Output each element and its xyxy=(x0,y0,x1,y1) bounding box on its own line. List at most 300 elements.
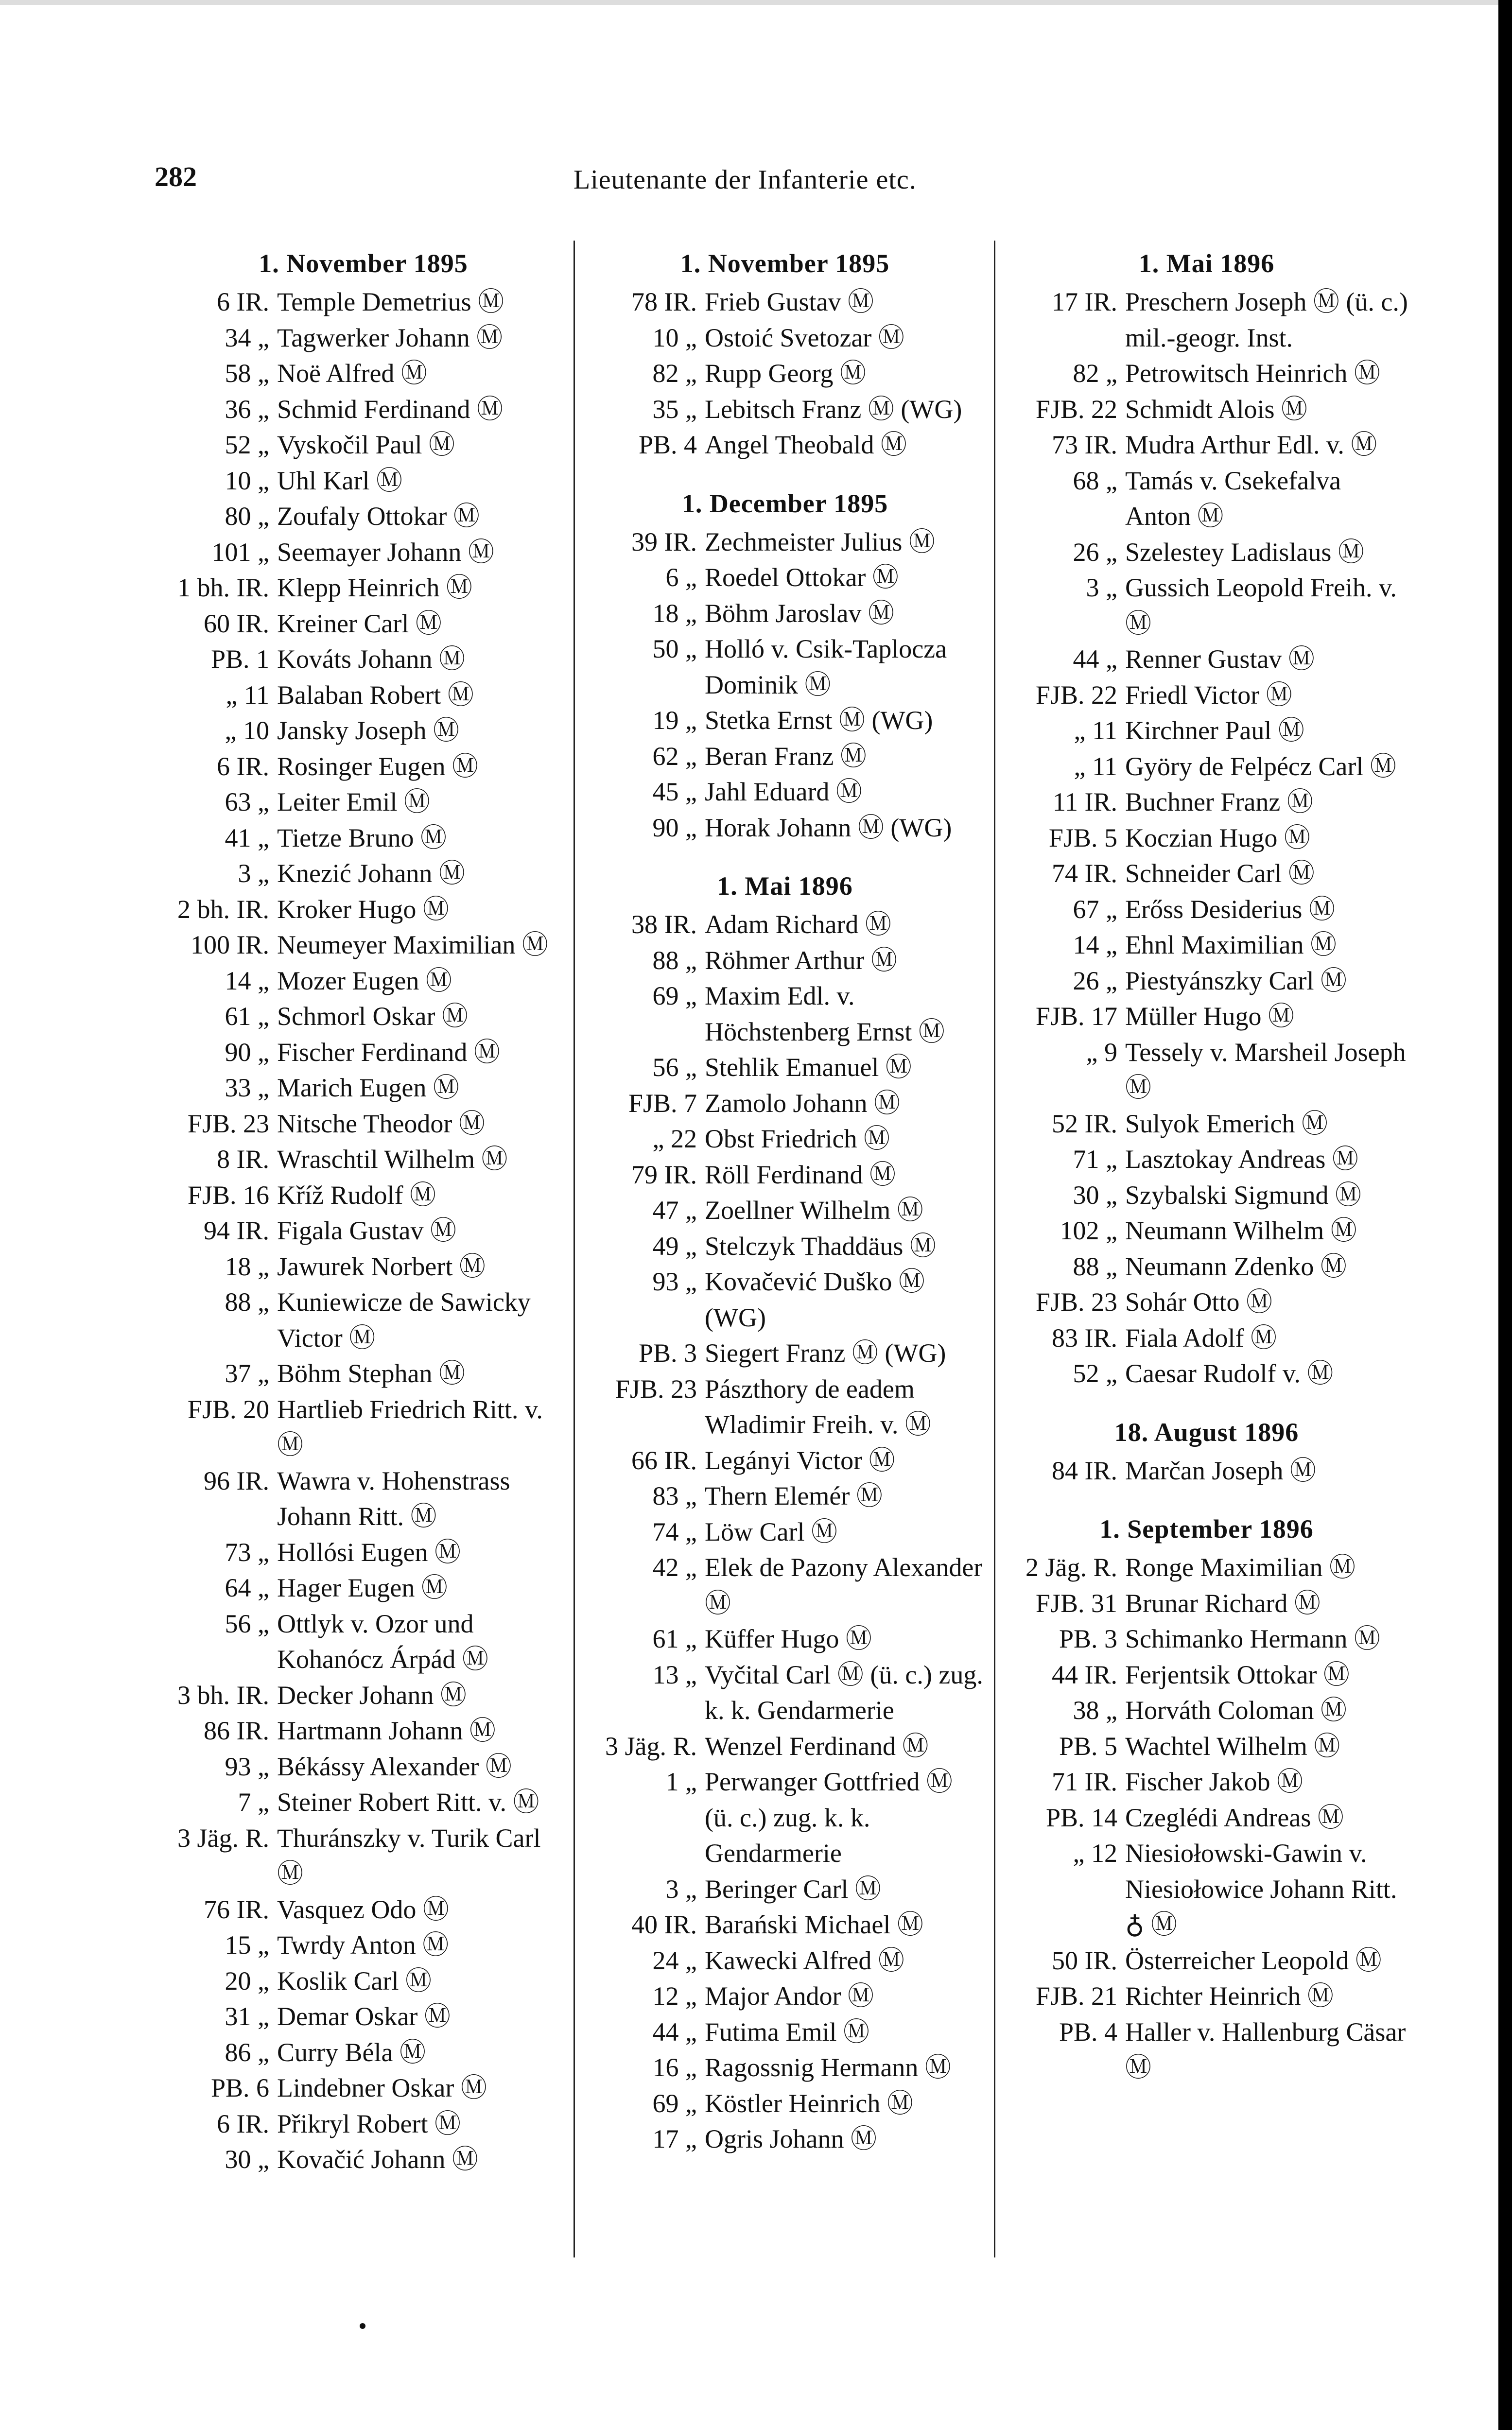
unit-number: 93 „ xyxy=(652,1267,697,1296)
unit-number: 78 IR. xyxy=(631,287,697,316)
officer-name: Perwanger Gottfried Ⓜ (ü. c.) zug. k. k. Gendarmerie xyxy=(705,1767,953,1868)
unit-number: 67 „ xyxy=(1073,894,1117,924)
unit-number: 39 IR. xyxy=(631,527,697,556)
officer-name: Buchner Franz Ⓜ xyxy=(1125,787,1313,816)
unit-number: 96 IR. xyxy=(204,1466,269,1495)
unit-number: 19 „ xyxy=(652,706,697,735)
unit-number: 94 IR. xyxy=(204,1216,269,1245)
officer-name: Ogris Johann Ⓜ xyxy=(705,2124,877,2153)
unit-number: 30 „ xyxy=(225,2145,269,2174)
officer-name: Figala Gustav Ⓜ xyxy=(277,1216,456,1245)
list-item xyxy=(583,1514,987,1550)
unit-number: 50 „ xyxy=(652,634,697,663)
unit-number: 79 IR. xyxy=(631,1160,697,1189)
officer-name: Czeglédi Andreas Ⓜ xyxy=(1125,1803,1344,1832)
list-item xyxy=(583,1550,987,1621)
unit-number: FJB. 22 xyxy=(1035,394,1117,424)
unit-number: 35 „ xyxy=(652,394,697,424)
unit-number: PB. 14 xyxy=(1045,1803,1117,1832)
unit-number: 42 „ xyxy=(652,1553,697,1582)
officer-name: Hollósi Eugen Ⓜ xyxy=(277,1537,461,1567)
officer-name: Györy de Felpécz Carl Ⓜ xyxy=(1125,751,1396,781)
officer-name: Thern Elemér Ⓜ xyxy=(705,1481,883,1510)
unit-number: FJB. 22 xyxy=(1035,680,1117,710)
list-item xyxy=(583,1729,987,1765)
unit-number: 88 „ xyxy=(652,945,697,975)
officer-name: Wenzel Ferdinand Ⓜ xyxy=(705,1731,929,1761)
unit-number: FJB. 23 xyxy=(187,1109,269,1138)
list-item xyxy=(583,1264,987,1336)
officer-name: Kováts Johann Ⓜ xyxy=(277,644,465,674)
officer-name: Horváth Coloman Ⓜ xyxy=(1125,1696,1347,1725)
officer-name: Zechmeister Julius Ⓜ xyxy=(705,527,935,556)
officer-name: Decker Johann Ⓜ xyxy=(277,1680,467,1710)
unit-number: 69 „ xyxy=(652,981,697,1010)
list-item xyxy=(1004,570,1409,642)
list-item xyxy=(156,1999,571,2035)
list-item xyxy=(156,1213,571,1249)
list-item xyxy=(156,499,571,535)
officer-name: Hartlieb Friedrich Ritt. v. Ⓜ xyxy=(277,1394,543,1459)
unit-number: 82 „ xyxy=(652,359,697,388)
officer-name: Koslik Carl Ⓜ xyxy=(277,1966,432,1996)
officer-name: Fischer Jakob Ⓜ xyxy=(1125,1767,1303,1796)
officer-name: Twrdy Anton Ⓜ xyxy=(277,1930,449,1960)
unit-number: FJB. 23 xyxy=(615,1374,697,1404)
officer-name: Lindebner Oskar Ⓜ xyxy=(277,2073,487,2102)
officer-name: Holló v. Csik-Taplocza Dominik Ⓜ xyxy=(705,634,947,699)
entry-list xyxy=(583,284,987,463)
list-item xyxy=(583,1943,987,1979)
list-item xyxy=(583,524,987,560)
unit-number: 100 IR. xyxy=(191,930,269,959)
unit-number: 38 IR. xyxy=(631,910,697,939)
list-item xyxy=(156,1356,571,1392)
list-item xyxy=(156,356,571,392)
officer-name: Fischer Ferdinand Ⓜ xyxy=(277,1037,500,1067)
officer-name: Schmorl Oskar Ⓜ xyxy=(277,1002,468,1031)
list-item xyxy=(1004,1800,1409,1836)
list-item xyxy=(583,978,987,1050)
unit-number: 6 „ xyxy=(665,563,697,592)
list-item xyxy=(156,1142,571,1178)
unit-number: 73 IR. xyxy=(1052,430,1117,459)
list-item xyxy=(156,2142,571,2178)
unit-number: 69 „ xyxy=(652,2088,697,2118)
list-item xyxy=(156,1713,571,1749)
officer-name: Thuránszky v. Turik Carl Ⓜ xyxy=(277,1823,541,1888)
list-item xyxy=(1004,1320,1409,1356)
list-item xyxy=(156,713,571,749)
list-item xyxy=(156,284,571,320)
officer-name: Zamolo Johann Ⓜ xyxy=(705,1088,900,1118)
unit-number: 73 „ xyxy=(225,1537,269,1567)
unit-number: 101 „ xyxy=(211,537,269,567)
list-item xyxy=(583,1478,987,1514)
list-item xyxy=(156,749,571,785)
officer-name: Klepp Heinrich Ⓜ xyxy=(277,573,472,602)
officer-name: Ragossnig Hermann Ⓜ xyxy=(705,2053,951,2082)
list-item xyxy=(1004,535,1409,571)
unit-number: FJB. 20 xyxy=(187,1394,269,1424)
unit-number: 30 „ xyxy=(1073,1180,1117,1210)
officer-name: Kuniewicze de Sawicky Victor Ⓜ xyxy=(277,1287,531,1353)
officer-name: Piestyánszky Carl Ⓜ xyxy=(1125,966,1347,995)
list-item xyxy=(156,1070,571,1106)
officer-name: Ostoić Svetozar Ⓜ xyxy=(705,323,904,352)
unit-number: 20 „ xyxy=(225,1966,269,1996)
unit-number: 56 „ xyxy=(225,1609,269,1638)
officer-name: Petrowitsch Heinrich Ⓜ xyxy=(1125,359,1380,388)
unit-number: 41 „ xyxy=(225,823,269,852)
list-item xyxy=(583,774,987,810)
list-item xyxy=(1004,1586,1409,1622)
list-item xyxy=(1004,1943,1409,1979)
list-item xyxy=(583,1193,987,1229)
unit-number: 10 „ xyxy=(225,466,269,495)
unit-number: 36 „ xyxy=(225,394,269,424)
list-item xyxy=(583,1157,987,1193)
unit-number: 44 „ xyxy=(652,2017,697,2047)
officer-name: Curry Béla Ⓜ xyxy=(277,2037,426,2067)
unit-number: PB. 5 xyxy=(1059,1731,1117,1761)
list-item xyxy=(583,1621,987,1657)
list-item xyxy=(1004,892,1409,928)
officer-name: Tietze Bruno Ⓜ xyxy=(277,823,447,852)
unit-number: 12 „ xyxy=(652,1981,697,2011)
officer-name: Sohár Otto Ⓜ xyxy=(1125,1287,1272,1317)
ink-dot xyxy=(360,2323,365,2329)
unit-number: 93 „ xyxy=(225,1752,269,1781)
unit-number: 56 „ xyxy=(652,1053,697,1082)
list-item xyxy=(1004,427,1409,463)
officer-name: Angel Theobald Ⓜ xyxy=(705,430,907,459)
list-item xyxy=(583,1121,987,1157)
unit-number: PB. 1 xyxy=(210,644,269,674)
unit-number: 66 IR. xyxy=(631,1445,697,1475)
list-item xyxy=(1004,1213,1409,1249)
officer-name: Stehlik Emanuel Ⓜ xyxy=(705,1053,912,1082)
unit-number: 83 IR. xyxy=(1052,1323,1117,1353)
list-item xyxy=(1004,1249,1409,1285)
unit-number: PB. 3 xyxy=(1059,1624,1117,1653)
list-item xyxy=(1004,392,1409,428)
date-heading: 1. November 1895 xyxy=(680,249,890,278)
unit-number: 86 IR. xyxy=(204,1716,269,1745)
unit-number: 83 „ xyxy=(652,1481,697,1510)
unit-number: FJB. 23 xyxy=(1035,1287,1117,1317)
officer-name: Steiner Robert Ritt. v. Ⓜ xyxy=(277,1788,539,1817)
officer-name: Fiala Adolf Ⓜ xyxy=(1125,1323,1277,1353)
unit-number: FJB. 31 xyxy=(1035,1588,1117,1618)
running-head: Lieutenante der Infanterie etc. xyxy=(574,165,917,195)
list-item xyxy=(156,2106,571,2142)
officer-name: Schimanko Hermann Ⓜ xyxy=(1125,1624,1380,1653)
officer-name: Roedel Ottokar Ⓜ xyxy=(705,563,899,592)
officer-name: Caesar Rudolf v. Ⓜ xyxy=(1125,1359,1334,1388)
unit-number: „ 11 xyxy=(1074,751,1117,781)
list-item xyxy=(583,1371,987,1443)
officer-name: Jansky Joseph Ⓜ xyxy=(277,716,459,745)
page-number: 282 xyxy=(155,161,197,192)
list-item xyxy=(1004,1356,1409,1392)
officer-name: Röll Ferdinand Ⓜ xyxy=(705,1160,896,1189)
list-item xyxy=(156,1249,571,1285)
entry-list xyxy=(156,284,571,2178)
officer-name: Wawra v. Hohenstrass Johann Ritt. Ⓜ xyxy=(277,1466,510,1531)
unit-number: 84 IR. xyxy=(1052,1456,1117,1485)
list-item xyxy=(583,2050,987,2086)
officer-name: Temple Demetrius Ⓜ xyxy=(277,287,504,316)
unit-number: „ 10 xyxy=(225,716,269,745)
list-item xyxy=(583,1872,987,1908)
unit-number: 6 IR. xyxy=(217,751,269,781)
officer-name: Szelestey Ladislaus Ⓜ xyxy=(1125,537,1364,567)
officer-name: Frieb Gustav Ⓜ xyxy=(705,287,874,316)
officer-name: Mudra Arthur Edl. v. Ⓜ xyxy=(1125,430,1377,459)
unit-number: 2 Jäg. R. xyxy=(1025,1553,1117,1582)
unit-number: 76 IR. xyxy=(204,1894,269,1924)
officer-name: Rosinger Eugen Ⓜ xyxy=(277,751,478,781)
list-item xyxy=(1004,356,1409,392)
list-item xyxy=(156,677,571,713)
unit-number: 26 „ xyxy=(1073,537,1117,567)
officer-name: Beringer Carl Ⓜ xyxy=(705,1874,881,1904)
officer-name: Ferjentsik Ottokar Ⓜ xyxy=(1125,1660,1350,1689)
unit-number: 14 „ xyxy=(225,966,269,995)
unit-number: 3 „ xyxy=(665,1874,697,1904)
list-item xyxy=(1004,1284,1409,1320)
entry-list xyxy=(583,907,987,2157)
list-item xyxy=(1004,677,1409,713)
column-rule xyxy=(994,241,995,2257)
date-heading: 18. August 1896 xyxy=(1114,1417,1299,1447)
unit-number: 26 „ xyxy=(1073,966,1117,995)
unit-number: 90 „ xyxy=(652,813,697,842)
unit-number: 50 IR. xyxy=(1052,1945,1117,1975)
officer-name: Köstler Heinrich Ⓜ xyxy=(705,2088,913,2118)
officer-name: Schmidt Alois Ⓜ xyxy=(1125,394,1308,424)
officer-name: Küffer Hugo Ⓜ xyxy=(705,1624,872,1653)
officer-name: Koczian Hugo Ⓜ xyxy=(1125,823,1310,852)
column-left xyxy=(156,245,571,2178)
unit-number: 80 „ xyxy=(225,502,269,531)
officer-name: Přikryl Robert Ⓜ xyxy=(277,2109,461,2138)
list-item xyxy=(583,907,987,943)
unit-number: 90 „ xyxy=(225,1037,269,1067)
unit-number: 61 „ xyxy=(652,1624,697,1653)
unit-number: 10 „ xyxy=(652,323,697,352)
officer-name: Tessely v. Marsheil Joseph Ⓜ xyxy=(1125,1037,1406,1102)
officer-name: Adam Richard Ⓜ xyxy=(705,910,891,939)
entry-list xyxy=(1004,1550,1409,2086)
list-item xyxy=(1004,749,1409,785)
officer-name: Sulyok Emerich Ⓜ xyxy=(1125,1109,1328,1138)
list-item xyxy=(156,1785,571,1821)
officer-name: Lasztokay Andreas Ⓜ xyxy=(1125,1145,1358,1174)
list-item xyxy=(156,927,571,963)
officer-name: Neumann Wilhelm Ⓜ xyxy=(1125,1216,1357,1245)
unit-number: FJB. 21 xyxy=(1035,1981,1117,2011)
unit-number: 3 bh. IR. xyxy=(177,1680,269,1710)
list-item xyxy=(156,2035,571,2071)
page-right-edge xyxy=(1498,0,1512,2430)
list-item xyxy=(583,560,987,596)
unit-number: 58 „ xyxy=(225,359,269,388)
unit-number: 3 „ xyxy=(238,859,269,888)
unit-number: 52 „ xyxy=(1073,1359,1117,1388)
list-item xyxy=(1004,2014,1409,2086)
officer-name: Schmid Ferdinand Ⓜ xyxy=(277,394,503,424)
unit-number: 1 „ xyxy=(665,1767,697,1796)
list-item xyxy=(1004,463,1409,535)
officer-name: Erőss Desiderius Ⓜ xyxy=(1125,894,1335,924)
list-item xyxy=(583,739,987,775)
list-item xyxy=(1004,713,1409,749)
entry-list xyxy=(1004,1453,1409,1489)
list-item xyxy=(156,463,571,499)
unit-number: 45 „ xyxy=(652,777,697,806)
list-item xyxy=(156,1570,571,1606)
list-item xyxy=(583,1657,987,1729)
list-item xyxy=(1004,1178,1409,1214)
list-item xyxy=(1004,784,1409,820)
unit-number: PB. 3 xyxy=(638,1338,697,1368)
list-item xyxy=(156,1963,571,1999)
officer-name: Böhm Stephan Ⓜ xyxy=(277,1359,465,1388)
unit-number: 18 „ xyxy=(652,598,697,628)
unit-number: 7 „ xyxy=(238,1788,269,1817)
date-heading: 1. November 1895 xyxy=(259,249,468,278)
unit-number: 17 IR. xyxy=(1052,287,1117,316)
unit-number: 1 bh. IR. xyxy=(177,573,269,602)
list-item xyxy=(1004,1106,1409,1142)
list-item xyxy=(1004,284,1409,356)
unit-number: 71 „ xyxy=(1073,1145,1117,1174)
unit-number: 3 „ xyxy=(1086,573,1117,602)
unit-number: FJB. 7 xyxy=(628,1088,697,1118)
list-item xyxy=(583,2086,987,2122)
officer-name: Brunar Richard Ⓜ xyxy=(1125,1588,1321,1618)
entry-list xyxy=(583,524,987,846)
officer-name: Rupp Georg Ⓜ xyxy=(705,359,866,388)
officer-name: Lebitsch Franz Ⓜ (WG) xyxy=(705,394,962,424)
unit-number: 18 „ xyxy=(225,1251,269,1281)
unit-number: 71 IR. xyxy=(1052,1767,1117,1796)
page-top-edge xyxy=(0,0,1512,5)
officer-name: Wachtel Wilhelm Ⓜ xyxy=(1125,1731,1340,1761)
officer-name: Hartmann Johann Ⓜ xyxy=(277,1716,496,1745)
list-item xyxy=(583,1764,987,1872)
list-item xyxy=(1004,1453,1409,1489)
officer-name: Zoufaly Ottokar Ⓜ xyxy=(277,502,480,531)
list-item xyxy=(1004,642,1409,677)
officer-name: Pászthory de eadem Wladimir Freih. v. Ⓜ xyxy=(705,1374,931,1439)
officer-name: Neumeyer Maximilian Ⓜ xyxy=(277,930,548,959)
unit-number: 74 „ xyxy=(652,1517,697,1546)
unit-number: 68 „ xyxy=(1073,466,1117,495)
officer-name: Marčan Joseph Ⓜ xyxy=(1125,1456,1316,1485)
officer-name: Hager Eugen Ⓜ xyxy=(277,1573,448,1602)
list-item xyxy=(156,570,571,606)
unit-number: 6 IR. xyxy=(217,287,269,316)
entry-list xyxy=(1004,284,1409,1392)
unit-number: 61 „ xyxy=(225,1002,269,1031)
unit-number: 24 „ xyxy=(652,1945,697,1975)
list-item xyxy=(156,1463,571,1535)
unit-number: 8 IR. xyxy=(217,1145,269,1174)
officer-name: Kreiner Carl Ⓜ xyxy=(277,608,442,638)
list-item xyxy=(1004,1836,1409,1943)
date-heading: 1. December 1895 xyxy=(681,488,888,518)
officer-name: Futima Emil Ⓜ xyxy=(705,2017,870,2047)
officer-name: Preschern Joseph Ⓜ (ü. c.) mil.-geogr. Inst. xyxy=(1125,287,1408,352)
unit-number: 2 bh. IR. xyxy=(177,894,269,924)
list-item xyxy=(156,963,571,999)
list-item xyxy=(156,1892,571,1928)
officer-name: Seemayer Johann Ⓜ xyxy=(277,537,494,567)
date-heading: 1. September 1896 xyxy=(1099,1514,1314,1544)
officer-name: Wraschtil Wilhelm Ⓜ xyxy=(277,1145,508,1174)
list-item xyxy=(583,320,987,356)
unit-number: 88 „ xyxy=(1073,1251,1117,1281)
column-middle xyxy=(583,245,987,2157)
list-item xyxy=(1004,1729,1409,1765)
unit-number: 64 „ xyxy=(225,1573,269,1602)
list-item xyxy=(583,2121,987,2157)
unit-number: 44 IR. xyxy=(1052,1660,1117,1689)
unit-number: 40 IR. xyxy=(631,1910,697,1939)
list-item xyxy=(156,535,571,571)
officer-name: Obst Friedrich Ⓜ xyxy=(705,1124,890,1153)
list-item xyxy=(156,427,571,463)
unit-number: 88 „ xyxy=(225,1287,269,1317)
officer-name: Maxim Edl. v. Höchstenberg Ernst Ⓜ xyxy=(705,981,945,1046)
officer-name: Schneider Carl Ⓜ xyxy=(1125,859,1315,888)
list-item xyxy=(156,1106,571,1142)
list-item xyxy=(1004,963,1409,999)
list-item xyxy=(156,856,571,892)
list-item xyxy=(1004,1142,1409,1178)
officer-name: Barański Michael Ⓜ xyxy=(705,1910,923,1939)
officer-name: Böhm Jaroslav Ⓜ xyxy=(705,598,894,628)
list-item xyxy=(1004,927,1409,963)
officer-name: Vasquez Odo Ⓜ xyxy=(277,1894,449,1924)
list-item xyxy=(156,2070,571,2106)
list-item xyxy=(583,631,987,703)
list-item xyxy=(583,356,987,392)
date-heading: 1. Mai 1896 xyxy=(1138,249,1275,278)
unit-number: 34 „ xyxy=(225,323,269,352)
officer-name: Mozer Eugen Ⓜ xyxy=(277,966,452,995)
officer-name: Noë Alfred Ⓜ xyxy=(277,359,427,388)
officer-name: Kirchner Paul Ⓜ xyxy=(1125,716,1304,745)
list-item xyxy=(156,892,571,928)
officer-name: Vyskočil Paul Ⓜ xyxy=(277,430,455,459)
unit-number: 102 „ xyxy=(1060,1216,1117,1245)
officer-name: Ehnl Maximilian Ⓜ xyxy=(1125,930,1337,959)
unit-number: 52 „ xyxy=(225,430,269,459)
unit-number: 11 IR. xyxy=(1053,787,1117,816)
list-item xyxy=(583,1443,987,1479)
officer-name: Stelczyk Thaddäus Ⓜ xyxy=(705,1231,936,1261)
unit-number: 44 „ xyxy=(1073,644,1117,674)
list-item xyxy=(1004,1550,1409,1586)
unit-number: 60 IR. xyxy=(204,608,269,638)
unit-number: 13 „ xyxy=(652,1660,697,1689)
list-item xyxy=(156,1749,571,1785)
column-right xyxy=(1004,245,1409,2086)
